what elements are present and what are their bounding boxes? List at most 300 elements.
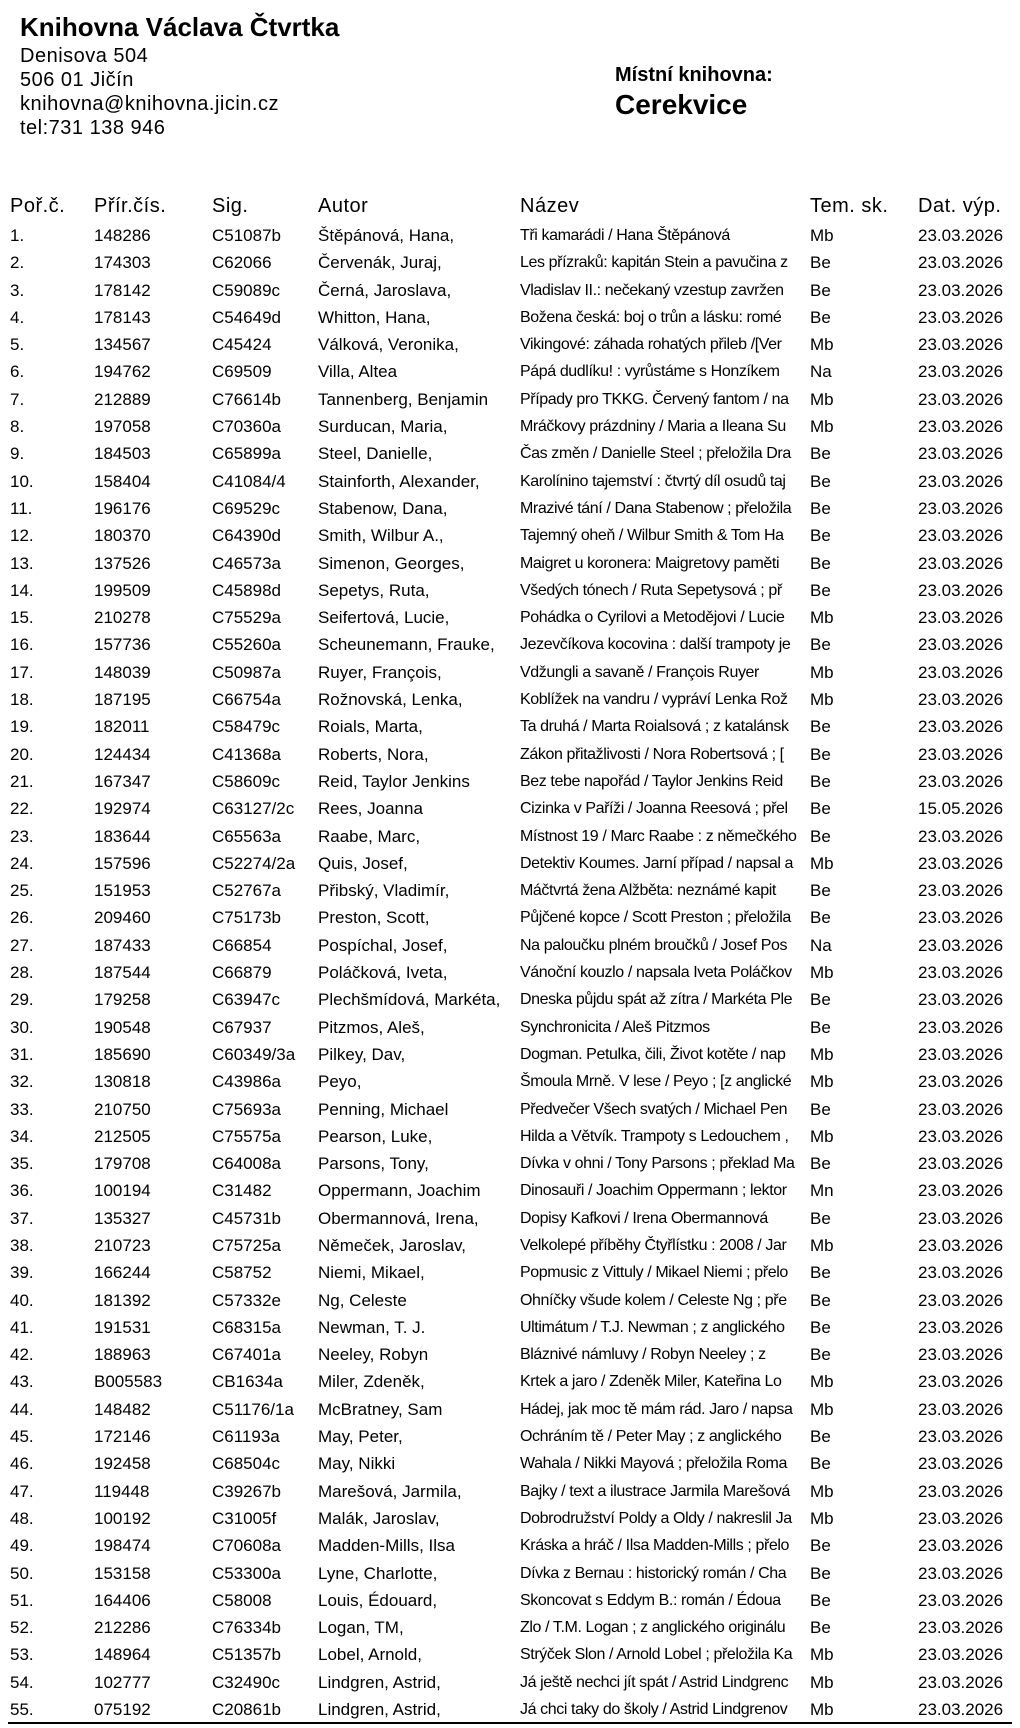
cell-signature: C75529a — [212, 608, 282, 628]
cell-signature: C67937 — [212, 1017, 272, 1037]
cell-thematic-group: Mb — [810, 335, 834, 355]
cell-loan-date: 23.03.2026 — [918, 580, 1004, 600]
cell-author: Plechšmídová, Markéta, — [318, 990, 501, 1010]
cell-signature: C76614b — [212, 389, 282, 409]
cell-author: Villa, Altea — [318, 362, 398, 382]
cell-author: Louis, Édouard, — [318, 1590, 438, 1610]
cell-loan-date: 23.03.2026 — [918, 717, 1004, 737]
cell-signature: C53300a — [212, 1563, 282, 1583]
cell-loan-date: 23.03.2026 — [918, 1672, 1004, 1692]
cell-signature: C64008a — [212, 1154, 282, 1174]
cell-signature: C75575a — [212, 1126, 282, 1146]
cell-author: Marešová, Jarmila, — [318, 1481, 462, 1501]
cell-title: Cizinka v Paříži / Joanna Reesová ; přel — [520, 800, 788, 818]
cell-title: Dogman. Petulka, čili, Život kotěte / nap — [520, 1045, 786, 1063]
cell-loan-date: 23.03.2026 — [918, 1017, 1004, 1037]
cell-signature: C66854 — [212, 935, 272, 955]
cell-thematic-group: Be — [810, 1017, 831, 1037]
cell-loan-date: 23.03.2026 — [918, 1563, 1004, 1583]
header-signature: Sig. — [212, 195, 249, 217]
cell-signature: C64390d — [212, 526, 282, 546]
cell-author: Neeley, Robyn — [318, 1345, 429, 1365]
cell-order-number: 54. — [10, 1672, 34, 1692]
cell-thematic-group: Be — [810, 1263, 831, 1283]
cell-accession-number: 187544 — [94, 963, 151, 983]
cell-title: Bez tebe napořád / Taylor Jenkins Reid — [520, 772, 783, 790]
cell-author: Reid, Taylor Jenkins — [318, 771, 470, 791]
cell-order-number: 7. — [10, 389, 25, 409]
cell-thematic-group: Be — [810, 1563, 831, 1583]
table-row — [0, 686, 1020, 713]
cell-thematic-group: Be — [810, 1154, 831, 1174]
cell-loan-date: 23.03.2026 — [918, 662, 1004, 682]
cell-author: Logan, TM, — [318, 1618, 404, 1638]
table-row — [0, 631, 1020, 658]
cell-title: Čas změn / Danielle Steel ; přeložila Dra — [520, 445, 791, 463]
cell-signature: C76334b — [212, 1618, 282, 1638]
cell-thematic-group: Mb — [810, 853, 834, 873]
cell-author: Penning, Michael — [318, 1099, 449, 1119]
cell-loan-date: 23.03.2026 — [918, 1481, 1004, 1501]
table-row — [0, 713, 1020, 740]
cell-thematic-group: Be — [810, 444, 831, 464]
cell-author: Surducan, Maria, — [318, 417, 448, 437]
cell-thematic-group: Mb — [810, 662, 834, 682]
cell-title: Wahala / Nikki Mayová ; přeložila Roma — [520, 1455, 787, 1473]
cell-accession-number: 180370 — [94, 526, 151, 546]
cell-title: Půjčené kopce / Scott Preston ; přeložila — [520, 909, 791, 927]
cell-author: Lyne, Charlotte, — [318, 1563, 438, 1583]
cell-accession-number: 102777 — [94, 1672, 151, 1692]
cell-order-number: 50. — [10, 1563, 34, 1583]
cell-accession-number: 137526 — [94, 553, 151, 573]
table-row — [0, 877, 1020, 904]
cell-author: Obermannová, Irena, — [318, 1208, 479, 1228]
cell-order-number: 22. — [10, 799, 34, 819]
cell-signature: C69509 — [212, 362, 272, 382]
cell-signature: C57332e — [212, 1290, 282, 1310]
cell-loan-date: 23.03.2026 — [918, 253, 1004, 273]
table-row — [0, 440, 1020, 467]
cell-accession-number: 158404 — [94, 471, 151, 491]
cell-thematic-group: Mb — [810, 1672, 834, 1692]
cell-order-number: 15. — [10, 608, 34, 628]
cell-order-number: 42. — [10, 1345, 34, 1365]
cell-title: Synchronicita / Aleš Pitzmos — [520, 1018, 710, 1036]
cell-author: Přibský, Vladimír, — [318, 881, 450, 901]
cell-title: Ohníčky všude kolem / Celeste Ng ; pře — [520, 1291, 787, 1309]
cell-signature: C58752 — [212, 1263, 272, 1283]
cell-title: Popmusic z Vittuly / Mikael Niemi ; přelo — [520, 1264, 788, 1282]
table-row — [0, 358, 1020, 385]
cell-author: Whitton, Hana, — [318, 307, 431, 327]
cell-author: Štěpánová, Hana, — [318, 226, 455, 245]
cell-title: Máčtvrtá žena Alžběta: neznámé kapit — [520, 882, 776, 900]
cell-order-number: 20. — [10, 744, 34, 764]
cell-author: May, Peter, — [318, 1427, 403, 1447]
table-row — [0, 1396, 1020, 1423]
cell-author: Newman, T. J. — [318, 1317, 426, 1337]
cell-order-number: 39. — [10, 1263, 34, 1283]
cell-thematic-group: Be — [810, 1427, 831, 1447]
table-row — [0, 986, 1020, 1013]
cell-thematic-group: Mb — [810, 608, 834, 628]
cell-signature: C31005f — [212, 1508, 277, 1528]
table-row — [0, 331, 1020, 358]
cell-loan-date: 23.03.2026 — [918, 771, 1004, 791]
table-row — [0, 386, 1020, 413]
cell-thematic-group: Be — [810, 1099, 831, 1119]
header-loan-date: Dat. výp. — [918, 195, 1002, 217]
table-row — [0, 413, 1020, 440]
cell-author: Rožnovská, Lenka, — [318, 690, 463, 710]
cell-order-number: 23. — [10, 826, 34, 846]
cell-order-number: 12. — [10, 526, 34, 546]
cell-signature: C20861b — [212, 1700, 282, 1720]
cell-thematic-group: Be — [810, 1454, 831, 1474]
cell-author: Roials, Marta, — [318, 717, 423, 737]
cell-author: Parsons, Tony, — [318, 1154, 429, 1174]
cell-signature: C65899a — [212, 444, 282, 464]
cell-thematic-group: Be — [810, 553, 831, 573]
cell-accession-number: 191531 — [94, 1317, 151, 1337]
cell-order-number: 36. — [10, 1181, 34, 1201]
cell-thematic-group: Mb — [810, 1399, 834, 1419]
cell-title: Bláznivé námluvy / Robyn Neeley ; z — [520, 1346, 766, 1364]
cell-accession-number: 194762 — [94, 362, 151, 382]
cell-loan-date: 23.03.2026 — [918, 226, 1004, 245]
cell-title: Tři kamarádi / Hana Štěpánová — [520, 227, 730, 244]
cell-author: Černá, Jaroslava, — [318, 280, 452, 300]
cell-thematic-group: Be — [810, 908, 831, 928]
cell-author: Simenon, Georges, — [318, 553, 465, 573]
cell-author: Peyo, — [318, 1072, 362, 1092]
cell-loan-date: 23.03.2026 — [918, 690, 1004, 710]
cell-loan-date: 23.03.2026 — [918, 362, 1004, 382]
cell-accession-number: 148964 — [94, 1645, 151, 1665]
library-header — [20, 10, 339, 140]
cell-signature: C46573a — [212, 553, 282, 573]
cell-accession-number: 182011 — [94, 717, 150, 737]
table-row — [0, 249, 1020, 276]
branch-block — [615, 62, 773, 122]
cell-loan-date: 23.03.2026 — [918, 1590, 1004, 1610]
cell-order-number: 45. — [10, 1427, 34, 1447]
cell-order-number: 29. — [10, 990, 34, 1010]
cell-accession-number: 198474 — [94, 1536, 151, 1556]
cell-title: Skoncovat s Eddym B.: román / Édoua — [520, 1591, 781, 1609]
cell-loan-date: 23.03.2026 — [918, 1126, 1004, 1146]
cell-title: Les přízraků: kapitán Stein a pavučina z — [520, 254, 788, 272]
cell-loan-date: 23.03.2026 — [918, 881, 1004, 901]
cell-title: Detektiv Koumes. Jarní případ / napsal a — [520, 854, 794, 872]
table-row — [0, 1041, 1020, 1068]
cell-loan-date: 23.03.2026 — [918, 1645, 1004, 1665]
cell-signature: C68504c — [212, 1454, 281, 1474]
cell-thematic-group: Be — [810, 580, 831, 600]
cell-order-number: 38. — [10, 1235, 34, 1255]
table-row — [0, 1614, 1020, 1641]
cell-accession-number: 210278 — [94, 608, 151, 628]
cell-order-number: 5. — [10, 335, 25, 355]
cell-order-number: 25. — [10, 881, 34, 901]
cell-loan-date: 23.03.2026 — [918, 635, 1004, 655]
cell-signature: C54649d — [212, 307, 282, 327]
cell-loan-date: 23.03.2026 — [918, 1044, 1004, 1064]
cell-signature: C62066 — [212, 253, 272, 273]
cell-accession-number: 119448 — [94, 1481, 150, 1501]
cell-author: Lindgren, Astrid, — [318, 1672, 441, 1692]
cell-loan-date: 23.03.2026 — [918, 963, 1004, 983]
cell-title: Božena česká: boj o trůn a lásku: romé — [520, 308, 782, 326]
cell-accession-number: 199509 — [94, 580, 151, 600]
cell-accession-number: 167347 — [94, 771, 151, 791]
cell-signature: C45424 — [212, 335, 272, 355]
cell-accession-number: 196176 — [94, 498, 151, 518]
cell-title: Bajky / text a ilustrace Jarmila Marešová — [520, 1482, 790, 1500]
cell-title: Pohádka o Cyrilovi a Metodějovi / Lucie — [520, 609, 785, 627]
cell-accession-number: 188963 — [94, 1345, 151, 1365]
cell-accession-number: 178143 — [94, 307, 151, 327]
cell-author: Malák, Jaroslav, — [318, 1508, 440, 1528]
cell-signature: C75693a — [212, 1099, 282, 1119]
cell-title: Tajemný oheň / Wilbur Smith & Tom Ha — [520, 527, 784, 545]
cell-author: Pearson, Luke, — [318, 1126, 433, 1146]
cell-order-number: 1. — [10, 226, 25, 245]
cell-thematic-group: Na — [810, 362, 832, 382]
cell-thematic-group: Mn — [810, 1181, 834, 1201]
cell-signature: C51176/1a — [212, 1399, 294, 1419]
cell-signature: C55260a — [212, 635, 282, 655]
loans-table — [0, 222, 1020, 1723]
cell-author: Scheunemann, Frauke, — [318, 635, 495, 655]
cell-loan-date: 23.03.2026 — [918, 1427, 1004, 1447]
cell-accession-number: 075192 — [94, 1700, 151, 1720]
cell-signature: C60349/3a — [212, 1044, 296, 1064]
cell-order-number: 19. — [10, 717, 34, 737]
cell-accession-number: 185690 — [94, 1044, 151, 1064]
cell-order-number: 13. — [10, 553, 34, 573]
table-row — [0, 741, 1020, 768]
table-row — [0, 1696, 1020, 1723]
cell-loan-date: 23.03.2026 — [918, 389, 1004, 409]
cell-thematic-group: Mb — [810, 1044, 834, 1064]
cell-loan-date: 23.03.2026 — [918, 498, 1004, 518]
cell-signature: C67401a — [212, 1345, 282, 1365]
cell-accession-number: 135327 — [94, 1208, 151, 1228]
cell-accession-number: 178142 — [94, 280, 151, 300]
cell-thematic-group: Mb — [810, 1481, 834, 1501]
table-row — [0, 1123, 1020, 1150]
cell-thematic-group: Be — [810, 881, 831, 901]
cell-title: Hádej, jak moc tě mám rád. Jaro / napsa — [520, 1400, 793, 1418]
cell-author: Steel, Danielle, — [318, 444, 433, 464]
cell-loan-date: 23.03.2026 — [918, 1536, 1004, 1556]
cell-title: Na paloučku plném broučků / Josef Pos — [520, 936, 788, 954]
cell-author: Poláčková, Iveta, — [318, 963, 448, 983]
table-row — [0, 904, 1020, 931]
cell-author: Stainforth, Alexander, — [318, 471, 480, 491]
cell-loan-date: 23.03.2026 — [918, 417, 1004, 437]
table-row — [0, 1532, 1020, 1559]
cell-accession-number: 212505 — [94, 1126, 151, 1146]
cell-author: Němeček, Jaroslav, — [318, 1235, 467, 1255]
table-row — [0, 1177, 1020, 1204]
cell-order-number: 3. — [10, 280, 25, 300]
cell-accession-number: 187195 — [94, 690, 151, 710]
table-row — [0, 604, 1020, 631]
cell-order-number: 2. — [10, 253, 25, 273]
cell-title: Vladislav II.: nečekaný vzestup zavržen — [520, 281, 784, 299]
cell-order-number: 27. — [10, 935, 34, 955]
cell-order-number: 11. — [10, 498, 33, 518]
cell-loan-date: 23.03.2026 — [918, 280, 1004, 300]
cell-signature: C58609c — [212, 771, 281, 791]
cell-loan-date: 23.03.2026 — [918, 444, 1004, 464]
cell-signature: C66754a — [212, 690, 282, 710]
cell-thematic-group: Be — [810, 717, 831, 737]
cell-thematic-group: Be — [810, 253, 831, 273]
cell-order-number: 35. — [10, 1154, 34, 1174]
cell-thematic-group: Mb — [810, 963, 834, 983]
cell-thematic-group: Mb — [810, 1645, 834, 1665]
cell-loan-date: 23.03.2026 — [918, 608, 1004, 628]
table-row — [0, 1505, 1020, 1532]
cell-title: Předvečer Všech svatých / Michael Pen — [520, 1100, 788, 1118]
cell-title: Všedých tónech / Ruta Sepetysová ; př — [520, 581, 782, 599]
cell-loan-date: 15.05.2026 — [918, 799, 1004, 819]
header-author: Autor — [318, 195, 369, 217]
cell-accession-number: 179258 — [94, 990, 151, 1010]
cell-accession-number: 172146 — [94, 1427, 151, 1447]
cell-accession-number: 179708 — [94, 1154, 151, 1174]
table-row — [0, 850, 1020, 877]
cell-accession-number: 100194 — [94, 1181, 151, 1201]
cell-loan-date: 23.03.2026 — [918, 307, 1004, 327]
header-order-number: Poř.č. — [10, 195, 66, 217]
cell-thematic-group: Be — [810, 1590, 831, 1610]
cell-accession-number: 183644 — [94, 826, 151, 846]
cell-author: Smith, Wilbur A., — [318, 526, 444, 546]
cell-thematic-group: Mb — [810, 389, 834, 409]
cell-accession-number: 157596 — [94, 853, 151, 873]
branch-name: Cerekvice — [615, 89, 748, 120]
cell-order-number: 28. — [10, 963, 34, 983]
cell-title: Jezevčíkova kocovina : další trampoty je — [520, 636, 791, 654]
cell-author: May, Nikki — [318, 1454, 396, 1474]
table-row — [0, 1314, 1020, 1341]
table-header — [0, 192, 1020, 220]
table-row — [0, 959, 1020, 986]
cell-author: Roberts, Nora, — [318, 744, 429, 764]
cell-signature: C51357b — [212, 1645, 282, 1665]
cell-title: Karolínino tajemství : čtvrtý díl osudů taj — [520, 472, 786, 490]
cell-accession-number: 192974 — [94, 799, 151, 819]
cell-order-number: 44. — [10, 1399, 34, 1419]
cell-author: Válková, Veronika, — [318, 335, 459, 355]
cell-title: Vikingové: záhada rohatých přileb /[Ver — [520, 336, 782, 354]
bottom-rule — [8, 1722, 1012, 1724]
branch-label: Místní knihovna: — [615, 64, 773, 86]
cell-thematic-group: Be — [810, 1290, 831, 1310]
cell-order-number: 10. — [10, 471, 34, 491]
cell-author: Pilkey, Dav, — [318, 1044, 406, 1064]
cell-thematic-group: Mb — [810, 1372, 834, 1392]
cell-thematic-group: Na — [810, 935, 832, 955]
cell-title: Dívka z Bernau : historický román / Cha — [520, 1564, 787, 1582]
table-row — [0, 932, 1020, 959]
cell-accession-number: 148286 — [94, 226, 151, 245]
cell-order-number: 49. — [10, 1536, 34, 1556]
cell-title: Mrazivé tání / Dana Stabenow ; přeložila — [520, 499, 792, 517]
table-row — [0, 1587, 1020, 1614]
cell-signature: C45731b — [212, 1208, 282, 1228]
table-row — [0, 823, 1020, 850]
library-email: knihovna@knihovna.jicin.cz — [20, 93, 279, 115]
cell-order-number: 14. — [10, 580, 34, 600]
cell-thematic-group: Be — [810, 1345, 831, 1365]
table-row — [0, 659, 1020, 686]
cell-author: Seifertová, Lucie, — [318, 608, 450, 628]
cell-accession-number: 130818 — [94, 1072, 151, 1092]
library-city: 506 01 Jičín — [20, 69, 134, 91]
cell-order-number: 26. — [10, 908, 34, 928]
cell-signature: C70608a — [212, 1536, 282, 1556]
cell-signature: C45898d — [212, 580, 282, 600]
cell-signature: C66879 — [212, 963, 272, 983]
cell-thematic-group: Be — [810, 826, 831, 846]
table-row — [0, 1423, 1020, 1450]
table-row — [0, 577, 1020, 604]
cell-title: Zákon přitažlivosti / Nora Robertsová ; [ — [520, 745, 784, 763]
library-name: Knihovna Václava Čtvrtka — [20, 12, 340, 42]
cell-signature: C69529c — [212, 498, 281, 518]
cell-title: Koblížek na vandru / vypráví Lenka Rož — [520, 691, 788, 709]
cell-loan-date: 23.03.2026 — [918, 1181, 1004, 1201]
cell-signature: C75173b — [212, 908, 282, 928]
cell-thematic-group: Be — [810, 526, 831, 546]
cell-loan-date: 23.03.2026 — [918, 526, 1004, 546]
table-row — [0, 222, 1020, 249]
cell-author: Rees, Joanna — [318, 799, 423, 819]
cell-author: Miler, Zdeněk, — [318, 1372, 425, 1392]
cell-order-number: 9. — [10, 444, 25, 464]
cell-title: Dneska půjdu spát až zítra / Markéta Ple — [520, 991, 793, 1009]
cell-thematic-group: Mb — [810, 1508, 834, 1528]
cell-order-number: 24. — [10, 853, 34, 873]
table-row — [0, 304, 1020, 331]
cell-signature: C63947c — [212, 990, 281, 1010]
cell-loan-date: 23.03.2026 — [918, 1208, 1004, 1228]
cell-order-number: 32. — [10, 1072, 34, 1092]
cell-title: Mráčkovy prázdniny / Maria a Ileana Su — [520, 418, 786, 436]
table-row — [0, 522, 1020, 549]
cell-loan-date: 23.03.2026 — [918, 1454, 1004, 1474]
header-thematic-group: Tem. sk. — [810, 195, 889, 217]
cell-signature: C63127/2c — [212, 799, 295, 819]
cell-author: Niemi, Mikael, — [318, 1263, 425, 1283]
cell-title: Hilda a Větvík. Trampoty s Ledouchem , — [520, 1127, 789, 1145]
cell-accession-number: 151953 — [94, 881, 151, 901]
cell-title: Místnost 19 / Marc Raabe : z němečkého — [520, 827, 797, 845]
cell-order-number: 33. — [10, 1099, 34, 1119]
cell-title: Já chci taky do školy / Astrid Lindgrenov — [520, 1701, 788, 1719]
table-row — [0, 550, 1020, 577]
cell-title: Kráska a hráč / Ilsa Madden-Mills ; přelo — [520, 1537, 790, 1555]
cell-loan-date: 23.03.2026 — [918, 1399, 1004, 1419]
cell-author: Ruyer, François, — [318, 662, 442, 682]
cell-accession-number: 192458 — [94, 1454, 151, 1474]
